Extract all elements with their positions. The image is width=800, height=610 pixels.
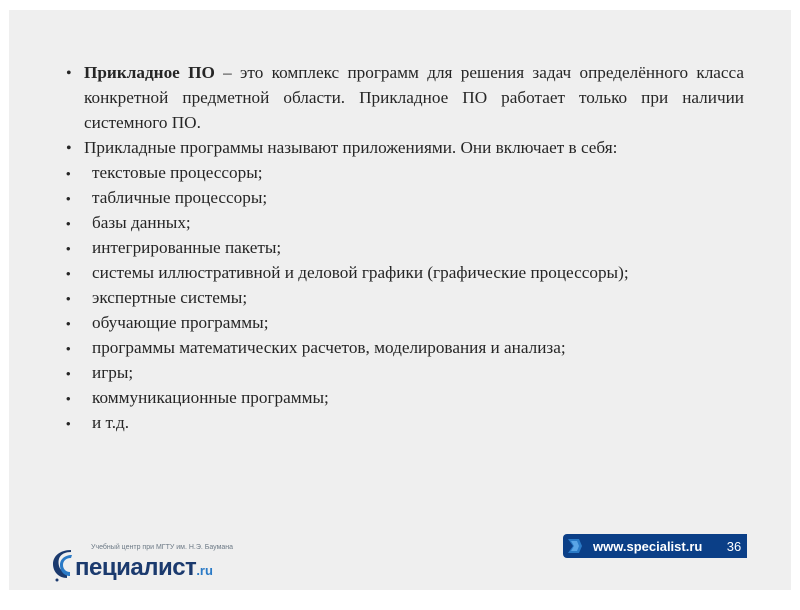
arrow-icon — [565, 536, 585, 556]
bullet-marker: • — [66, 291, 71, 306]
bullet-item-applications — [64, 135, 744, 160]
logo-name-text: пециалист — [75, 554, 197, 581]
list-item — [64, 235, 744, 260]
bullet-marker: • — [66, 366, 71, 381]
bullet-marker: • — [66, 241, 71, 256]
list-item-text: игры; — [92, 363, 134, 382]
definition-text — [64, 60, 744, 135]
bullet-marker: • — [66, 316, 71, 331]
term-applied-software: Прикладное ПО — [84, 63, 215, 82]
page-number: 36 — [721, 534, 747, 558]
slide-footer — [9, 530, 791, 590]
list-item-text: коммуникационные программы; — [92, 388, 329, 407]
list-item-text: интегрированные пакеты; — [92, 238, 282, 257]
list-item-text: текстовые процессоры; — [92, 163, 263, 182]
bullet-marker: • — [66, 341, 71, 356]
logo-caption: Учебный центр при МГТУ им. Н.Э. Баумана — [91, 544, 234, 551]
logo-domain: .ru — [196, 563, 213, 578]
list-item-text: системы иллюстративной и деловой графики (графические процессоры); — [92, 263, 629, 282]
list-item-text: табличные процессоры; — [92, 188, 268, 207]
slide — [9, 10, 791, 590]
slide-content — [64, 60, 744, 435]
list-item-text: и т.д. — [92, 413, 130, 432]
list-item-text: экспертные системы; — [92, 288, 248, 307]
list-item — [64, 360, 744, 385]
website-link[interactable] — [563, 534, 721, 558]
bullet-marker: • — [66, 216, 71, 231]
list-item — [64, 160, 744, 185]
logo-wordmark — [75, 554, 213, 582]
bullet-marker: • — [66, 65, 72, 82]
website-url: www.specialist.ru — [593, 538, 703, 554]
bullet-marker: • — [66, 166, 71, 181]
bullet-marker: • — [66, 191, 71, 206]
bullet-marker: • — [66, 416, 71, 431]
bullet-item-definition — [64, 60, 744, 135]
list-item — [64, 210, 744, 235]
specialist-logo[interactable] — [51, 536, 271, 586]
applications-text: Прикладные программы называют приложениями. Они включает в себя: — [84, 138, 618, 157]
list-item — [64, 410, 744, 435]
list-item — [64, 310, 744, 335]
list-item — [64, 385, 744, 410]
bullet-marker: • — [66, 140, 72, 157]
list-item — [64, 260, 744, 285]
list-item-text: программы математических расчетов, моделирования и анализа; — [92, 338, 566, 357]
bullet-marker: • — [66, 391, 71, 406]
bullet-marker: • — [66, 266, 71, 281]
definition-body: – это комплекс программ для решения задач определённого класса конкретной предметной области. Прикладное ПО работает только при наличии системного ПО. — [84, 63, 745, 132]
list-item — [64, 285, 744, 310]
list-item-text: обучающие программы; — [92, 313, 269, 332]
list-item — [64, 185, 744, 210]
list-item-text: базы данных; — [92, 213, 191, 232]
list-item — [64, 335, 744, 360]
